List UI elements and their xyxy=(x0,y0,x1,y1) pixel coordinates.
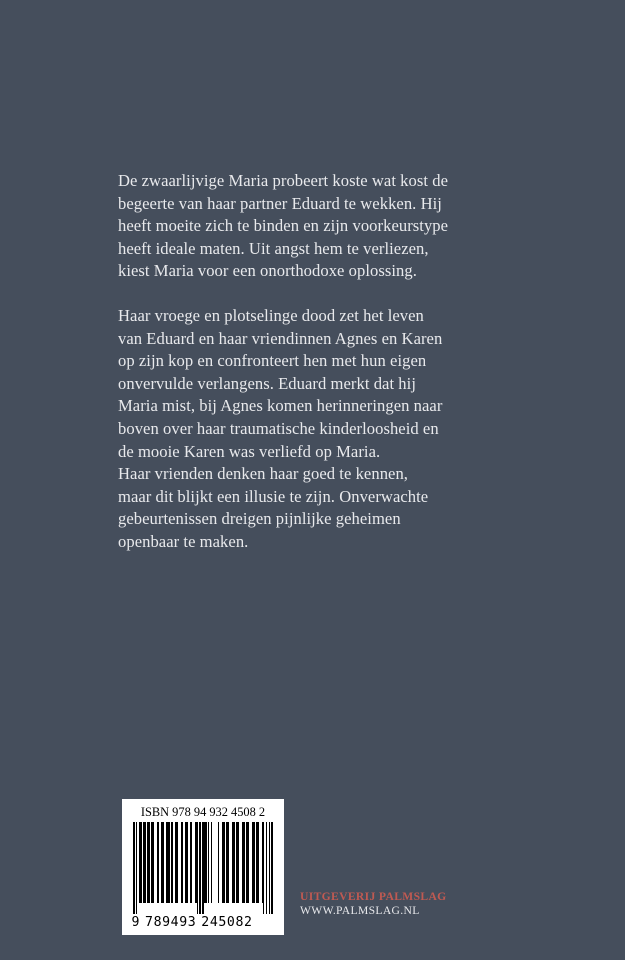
blurb-line: boven over haar traumatische kinderloosheid en xyxy=(118,418,439,438)
blurb-line: van Eduard en haar vriendinnen Agnes en Karen xyxy=(118,328,443,348)
barcode-bars xyxy=(133,822,273,914)
barcode-digits xyxy=(131,915,276,930)
blurb-line: heeft moeite zich te binden en zijn voorkeurstype xyxy=(118,216,449,236)
blurb-line: begeerte van haar partner Eduard te wekken. Hij xyxy=(118,193,442,213)
barcode-bars-area xyxy=(131,822,275,914)
barcode-bar xyxy=(271,822,272,914)
isbn-barcode xyxy=(122,799,284,935)
publisher-block xyxy=(300,890,560,918)
blurb-line: onvervulde verlangens. Eduard merkt dat hij xyxy=(118,373,416,393)
blurb-text-block xyxy=(118,170,518,554)
blurb-line: de mooie Karen was verliefd op Maria. xyxy=(118,441,381,461)
blurb-line: gebeurtenissen dreigen pijnlijke geheimen xyxy=(118,509,401,529)
blurb-line: Haar vroege en plotselinge dood zet het leven xyxy=(118,305,424,325)
blurb-line: openbaar te maken. xyxy=(118,531,249,551)
blurb-line: op zijn kop en confronteert hen met hun eigen xyxy=(118,351,427,371)
blurb-line: Maria mist, bij Agnes komen herinneringen naar xyxy=(118,396,443,416)
barcode-digits-right: 245082 xyxy=(201,915,253,930)
blurb-line: kiest Maria voor een onorthodoxe oplossing. xyxy=(118,261,417,281)
publisher-name: UITGEVERIJ PALMSLAG xyxy=(300,890,447,903)
blurb-paragraph-1 xyxy=(118,170,518,283)
blurb-line: De zwaarlijvige Maria probeert koste wat kost de xyxy=(118,171,449,190)
blurb-line: maar dit blijkt een illusie te zijn. Onverwachte xyxy=(118,486,429,506)
barcode-digits-left: 789493 xyxy=(145,915,197,930)
publisher-url[interactable]: WWW.PALMSLAG.NL xyxy=(300,904,420,917)
barcode-digit-lead: 9 xyxy=(131,915,141,930)
blurb-line: heeft ideale maten. Uit angst hem te verliezen, xyxy=(118,238,429,258)
blurb-line: Haar vrienden denken haar goed te kennen, xyxy=(118,464,409,484)
isbn-label: ISBN 978 94 932 4508 2 xyxy=(140,805,266,819)
blurb-paragraph-2 xyxy=(118,305,518,554)
